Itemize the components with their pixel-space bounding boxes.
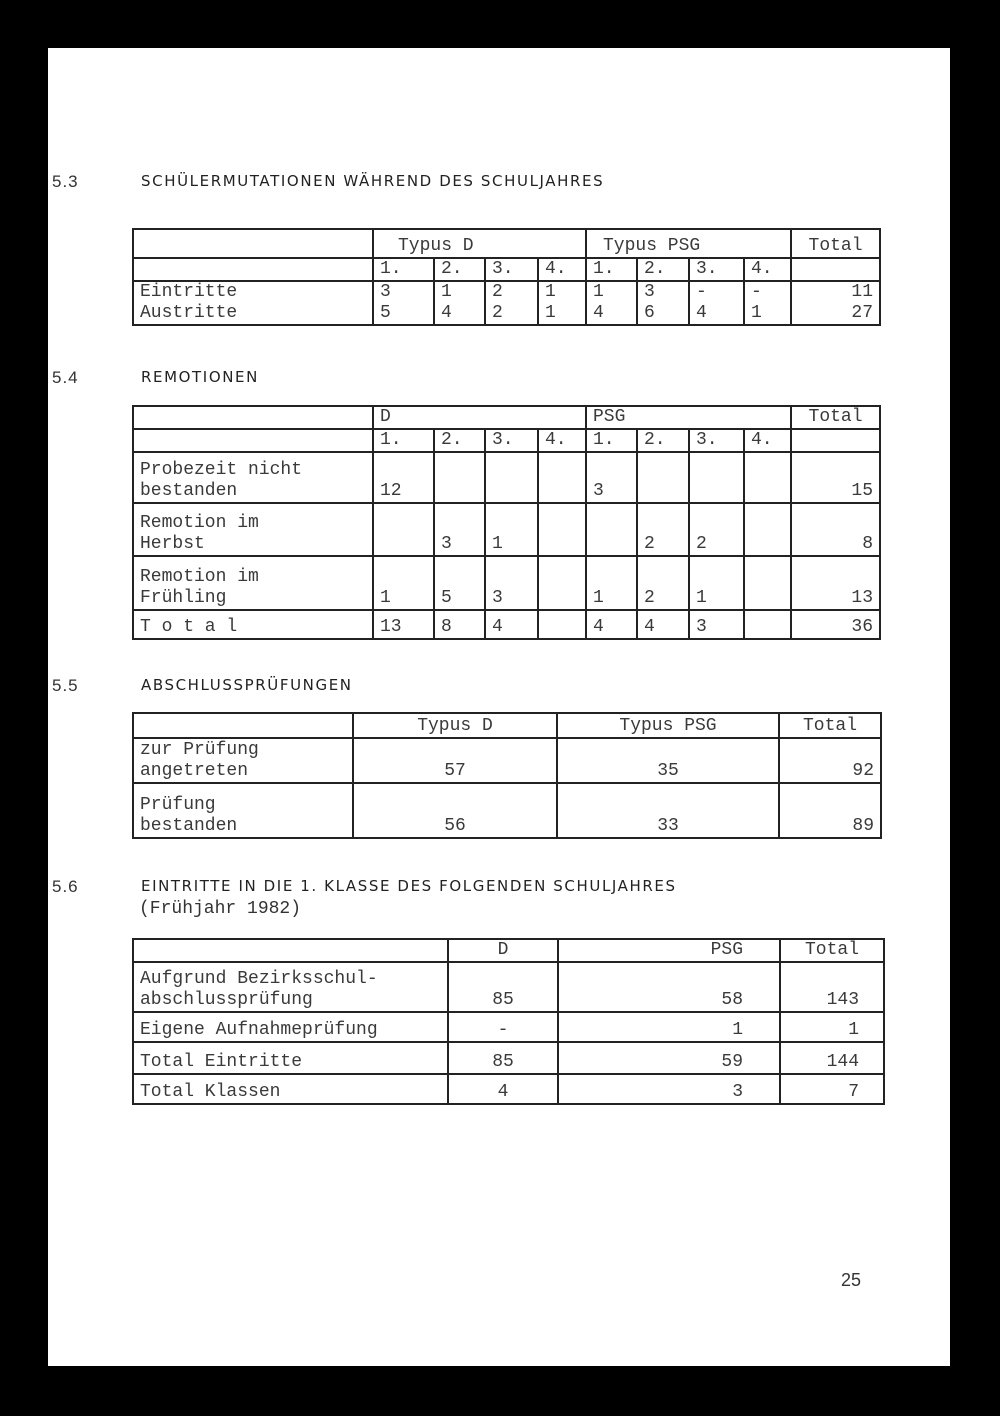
table-cell bbox=[538, 556, 586, 610]
row-label-line1: Aufgrund Bezirksschul- bbox=[140, 969, 378, 989]
table-cell: 1 bbox=[373, 556, 434, 610]
row-label bbox=[133, 783, 353, 838]
row-label bbox=[133, 503, 373, 556]
table-cell: 1 bbox=[485, 503, 538, 556]
section-number: 5.3 bbox=[52, 172, 79, 191]
table-cell: 4 bbox=[689, 303, 744, 325]
section-number: 5.6 bbox=[52, 877, 79, 896]
empty-cell bbox=[133, 229, 373, 258]
table-cell: 2 bbox=[637, 503, 689, 556]
table-cell bbox=[744, 452, 791, 503]
empty-cell bbox=[791, 258, 880, 281]
table-cell bbox=[637, 452, 689, 503]
table-cell: 5 bbox=[373, 303, 434, 325]
table-cell: 2 bbox=[485, 281, 538, 303]
table-cell bbox=[538, 452, 586, 503]
entries-table bbox=[132, 938, 885, 1105]
column-header: Total bbox=[779, 713, 881, 738]
d-cell: 85 bbox=[448, 1042, 558, 1074]
table-cell: 4 bbox=[637, 610, 689, 639]
table-cell: 3 bbox=[586, 452, 637, 503]
row-label: Eigene Aufnahmeprüfung bbox=[133, 1012, 448, 1042]
psg-cell: 1 bbox=[558, 1012, 780, 1042]
table-cell bbox=[538, 610, 586, 639]
row-label-line1: Remotion im bbox=[140, 567, 259, 587]
total-cell: 15 bbox=[791, 452, 880, 503]
class-header: 1. bbox=[373, 429, 434, 452]
remotions-table bbox=[132, 405, 881, 640]
class-header: 1. bbox=[586, 258, 637, 281]
table-cell: 8 bbox=[434, 610, 485, 639]
table-cell: 6 bbox=[637, 303, 689, 325]
total-header: Total bbox=[791, 406, 880, 429]
exams-table bbox=[132, 712, 882, 839]
row-label-line2: Herbst bbox=[140, 534, 205, 554]
total-header: Total bbox=[791, 229, 880, 258]
psg-cell: 35 bbox=[557, 738, 779, 783]
class-header: 1. bbox=[373, 258, 434, 281]
column-header: Typus D bbox=[353, 713, 557, 738]
row-label: Eintritte bbox=[133, 281, 373, 303]
row-label-line1: Probezeit nicht bbox=[140, 460, 303, 480]
column-header: Total bbox=[780, 939, 884, 962]
class-header: 2. bbox=[637, 258, 689, 281]
total-cell: 7 bbox=[780, 1074, 884, 1104]
total-cell: 143 bbox=[780, 962, 884, 1012]
table-cell: 2 bbox=[637, 556, 689, 610]
table-cell: 1 bbox=[586, 556, 637, 610]
page-number: 25 bbox=[841, 1270, 862, 1290]
row-label bbox=[133, 556, 373, 610]
class-header: 3. bbox=[485, 429, 538, 452]
table-cell: 3 bbox=[485, 556, 538, 610]
total-cell: 89 bbox=[779, 783, 881, 838]
table-cell bbox=[434, 452, 485, 503]
table-cell: 3 bbox=[689, 610, 744, 639]
total-row-label: T o t a l bbox=[133, 610, 373, 639]
group-header: Typus D bbox=[373, 229, 586, 258]
group-header: D bbox=[373, 406, 586, 429]
row-label-line1: zur Prüfung bbox=[140, 740, 259, 760]
class-header: 3. bbox=[689, 429, 744, 452]
empty-cell bbox=[791, 429, 880, 452]
table-cell: 4 bbox=[485, 610, 538, 639]
row-label-line2: bestanden bbox=[140, 816, 238, 836]
table-cell: 1 bbox=[586, 281, 637, 303]
section-subtitle: (Frühjahr 1982) bbox=[139, 899, 302, 919]
row-label bbox=[133, 738, 353, 783]
table-cell: 1 bbox=[689, 556, 744, 610]
section-number: 5.4 bbox=[52, 368, 79, 387]
empty-cell bbox=[133, 406, 373, 429]
table-cell: 3 bbox=[434, 503, 485, 556]
row-label: Total Eintritte bbox=[133, 1042, 448, 1074]
total-cell: 144 bbox=[780, 1042, 884, 1074]
d-cell: - bbox=[448, 1012, 558, 1042]
row-label-line1: Remotion im bbox=[140, 513, 259, 533]
section-number: 5.5 bbox=[52, 676, 79, 695]
class-header: 3. bbox=[689, 258, 744, 281]
total-cell: 27 bbox=[791, 303, 880, 325]
table-cell: 5 bbox=[434, 556, 485, 610]
table-cell bbox=[586, 503, 637, 556]
d-cell: 56 bbox=[353, 783, 557, 838]
class-header: 4. bbox=[538, 258, 586, 281]
table-cell: 1 bbox=[538, 281, 586, 303]
row-label-line2: abschlussprüfung bbox=[140, 990, 313, 1010]
empty-cell bbox=[133, 258, 373, 281]
psg-cell: 58 bbox=[558, 962, 780, 1012]
class-header: 2. bbox=[637, 429, 689, 452]
group-header: PSG bbox=[586, 406, 791, 429]
total-cell: 8 bbox=[791, 503, 880, 556]
psg-cell: 3 bbox=[558, 1074, 780, 1104]
table-cell: - bbox=[744, 281, 791, 303]
class-header: 3. bbox=[485, 258, 538, 281]
empty-cell bbox=[133, 713, 353, 738]
row-label: Total Klassen bbox=[133, 1074, 448, 1104]
table-cell bbox=[373, 503, 434, 556]
table-cell: 2 bbox=[689, 503, 744, 556]
row-label-line2: bestanden bbox=[140, 481, 238, 501]
total-cell: 92 bbox=[779, 738, 881, 783]
empty-cell bbox=[133, 939, 448, 962]
empty-cell bbox=[133, 429, 373, 452]
table-cell: - bbox=[689, 281, 744, 303]
d-cell: 85 bbox=[448, 962, 558, 1012]
table-cell bbox=[744, 556, 791, 610]
column-header: D bbox=[448, 939, 558, 962]
class-header: 2. bbox=[434, 258, 485, 281]
group-header: Typus PSG bbox=[586, 229, 791, 258]
table-cell bbox=[538, 503, 586, 556]
table-cell: 1 bbox=[538, 303, 586, 325]
mutations-table bbox=[132, 228, 881, 326]
table-cell: 4 bbox=[434, 303, 485, 325]
table-cell bbox=[744, 503, 791, 556]
row-label: Austritte bbox=[133, 303, 373, 325]
row-label bbox=[133, 452, 373, 503]
table-cell: 3 bbox=[373, 281, 434, 303]
row-label-line2: Frühling bbox=[140, 588, 227, 608]
table-cell: 13 bbox=[373, 610, 434, 639]
table-cell: 1 bbox=[744, 303, 791, 325]
table-cell: 4 bbox=[586, 610, 637, 639]
psg-cell: 33 bbox=[557, 783, 779, 838]
total-cell: 36 bbox=[791, 610, 880, 639]
table-cell: 1 bbox=[434, 281, 485, 303]
total-cell: 11 bbox=[791, 281, 880, 303]
section-title: REMOTIONEN bbox=[141, 368, 259, 386]
section-title: SCHÜLERMUTATIONEN WÄHREND DES SCHULJAHRES bbox=[141, 172, 605, 190]
class-header: 4. bbox=[744, 429, 791, 452]
section-title: ABSCHLUSSPRÜFUNGEN bbox=[141, 676, 353, 694]
table-cell: 3 bbox=[637, 281, 689, 303]
table-cell bbox=[744, 610, 791, 639]
psg-cell: 59 bbox=[558, 1042, 780, 1074]
row-label-line1: Prüfung bbox=[140, 795, 216, 815]
section-title: EINTRITTE IN DIE 1. KLASSE DES FOLGENDEN SCHULJAHRES bbox=[141, 877, 677, 895]
row-label bbox=[133, 962, 448, 1012]
table-cell: 2 bbox=[485, 303, 538, 325]
d-cell: 57 bbox=[353, 738, 557, 783]
total-cell: 13 bbox=[791, 556, 880, 610]
table-cell: 4 bbox=[586, 303, 637, 325]
class-header: 4. bbox=[744, 258, 791, 281]
row-label-line2: angetreten bbox=[140, 761, 249, 781]
class-header: 4. bbox=[538, 429, 586, 452]
class-header: 2. bbox=[434, 429, 485, 452]
table-cell: 12 bbox=[373, 452, 434, 503]
table-cell bbox=[689, 452, 744, 503]
table-cell bbox=[485, 452, 538, 503]
d-cell: 4 bbox=[448, 1074, 558, 1104]
class-header: 1. bbox=[586, 429, 637, 452]
column-header: PSG bbox=[558, 939, 780, 962]
column-header: Typus PSG bbox=[557, 713, 779, 738]
total-cell: 1 bbox=[780, 1012, 884, 1042]
